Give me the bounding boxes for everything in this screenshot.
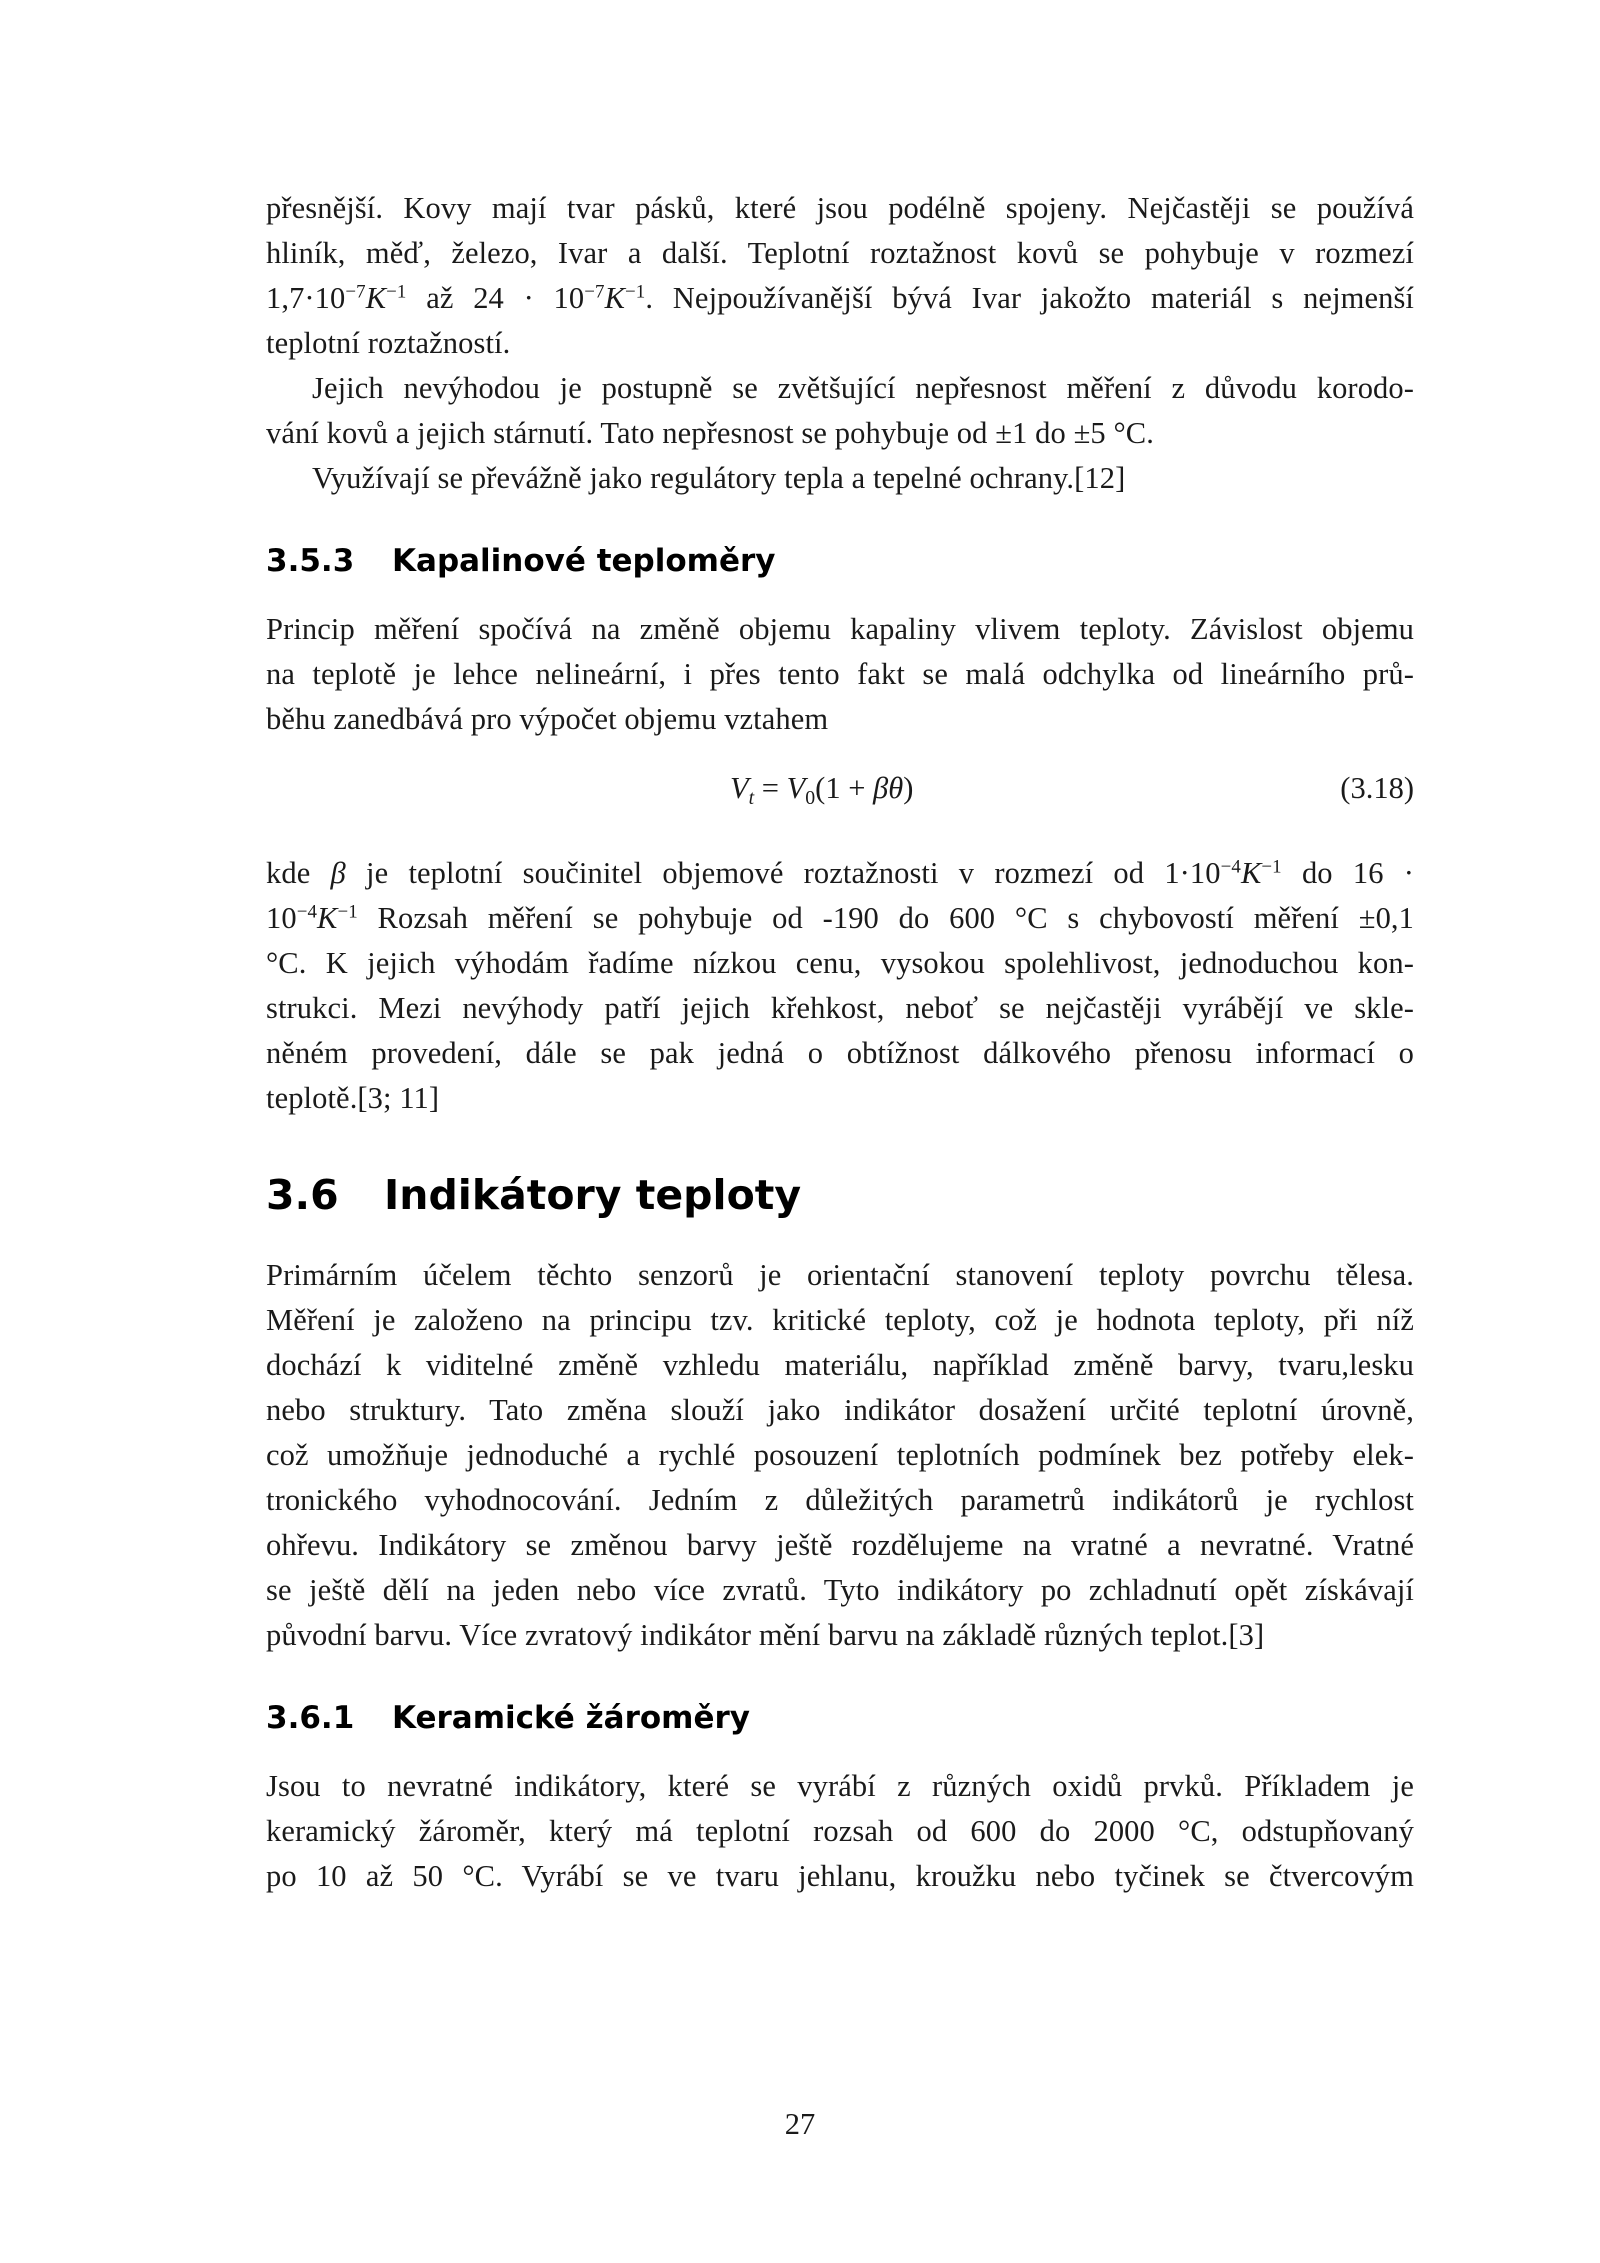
text-line: nebo struktury. Tato změna slouží jako indikátor dosažení určité teplotní úrovně,: [266, 1393, 1414, 1427]
math-variable-k: K: [365, 281, 387, 315]
math-variable-k: K: [604, 281, 626, 315]
text-line: Měření je založeno na principu tzv. kritické teploty, což je hodnota teploty, při níž: [266, 1303, 1414, 1337]
exponent: −4: [1220, 856, 1241, 878]
text-fragment: 1,7·10: [266, 281, 346, 315]
text-line: keramický žároměr, který má teplotní rozsah od 600 do 2000 °C, odstupňovaný: [266, 1814, 1414, 1848]
text-line: vání kovů a jejich stárnutí. Tato nepřesnost se pohybuje od ±1 do ±5 °C.: [266, 416, 1154, 450]
math-symbol-beta: β: [330, 856, 346, 890]
paragraph-liquid-details: [266, 851, 1414, 1121]
math-operator: =: [754, 771, 787, 805]
math-variable: V: [730, 771, 749, 805]
math-variable: V: [786, 771, 806, 805]
document-page: [266, 186, 1414, 1899]
equation-formula: [730, 766, 913, 811]
text-fragment: 10: [266, 901, 297, 935]
text-line: Princip měření spočívá na změně objemu kapaliny vlivem teploty. Závislost objemu: [266, 612, 1414, 646]
text-line: dochází k viditelné změně vzhledu materiálu, například změně barvy, tvaru,lesku: [266, 1348, 1414, 1382]
exponent: −1: [625, 281, 646, 303]
exponent: −1: [337, 901, 358, 923]
text-fragment: . Nejpoužívanější bývá Ivar jakožto materiál s nejmenší: [645, 281, 1414, 315]
text-line: se ještě dělí na jeden nebo více zvratů. Tyto indikátory po zchladnutí opět získávají: [266, 1573, 1414, 1607]
text-line: ohřevu. Indikátory se změnou barvy ještě rozdělujeme na vratné a nevratné. Vratné: [266, 1528, 1414, 1562]
exponent: −7: [345, 281, 366, 303]
section-number: 3.6.1: [266, 1700, 355, 1736]
paragraph-indicators: [266, 1253, 1414, 1658]
math-symbol-theta: θ: [888, 771, 904, 805]
math-text: ): [903, 771, 914, 805]
subsection-heading-3-5-3: [266, 541, 1414, 581]
text-fragment: kde: [266, 856, 331, 890]
text-line: původní barvu. Více zvratový indikátor mění barvu na základě různých teplot.[3]: [266, 1618, 1265, 1652]
text-line: což umožňuje jednoduché a rychlé posouzení teplotních podmínek bez potřeby elek-: [266, 1438, 1414, 1472]
section-number: 3.5.3: [266, 543, 355, 579]
subscript: t: [748, 786, 755, 809]
text-line: Jejich nevýhodou je postupně se zvětšující nepřesnost měření z důvodu korodo-: [312, 371, 1414, 405]
paragraph-ceramic: [266, 1764, 1414, 1899]
text-line: strukci. Mezi nevýhody patří jejich křehkost, neboť se nejčastěji vyrábějí ve skle-: [266, 991, 1414, 1025]
text-fragment: do 16 ·: [1281, 856, 1414, 890]
equation-number: (3.18): [1340, 771, 1414, 805]
text-line: po 10 až 50 °C. Vyrábí se ve tvaru jehlanu, kroužku nebo tyčinek se čtvercovým: [266, 1859, 1414, 1893]
exponent: −7: [584, 281, 605, 303]
math-symbol-beta: β: [873, 771, 889, 805]
section-number: 3.6: [266, 1171, 339, 1219]
text-fragment: je teplotní součinitel objemové roztažnosti v rozmezí od 1·10: [345, 856, 1221, 890]
text-line: teplotě.[3; 11]: [266, 1081, 440, 1115]
text-line: tronického vyhodnocování. Jedním z důležitých parametrů indikátorů je rychlost: [266, 1483, 1414, 1517]
section-heading-3-6: [266, 1169, 1414, 1221]
text-line: [266, 851, 1414, 896]
text-line: [266, 896, 1414, 941]
text-line: přesnější. Kovy mají tvar pásků, které jsou podélně spojeny. Nejčastěji se používá: [266, 191, 1414, 225]
paragraph-usage: [266, 456, 1414, 501]
subscript: 0: [805, 786, 816, 809]
math-variable-k: K: [317, 901, 338, 935]
text-line: °C. K jejich výhodám řadíme nízkou cenu, vysokou spolehlivost, jednoduchou kon-: [266, 946, 1414, 980]
text-line: něném provedení, dále se pak jedná o obtížnost dálkového přenosu informací o: [266, 1036, 1414, 1070]
equation-3-18: [266, 766, 1414, 811]
page-number: 27: [784, 2107, 816, 2141]
section-title: Indikátory teploty: [384, 1171, 802, 1219]
section-title: Keramické žároměry: [392, 1700, 750, 1736]
paragraph-principle: [266, 607, 1414, 742]
text-line: teplotní roztažností.: [266, 326, 511, 360]
paragraph-disadvantages: [266, 366, 1414, 456]
exponent: −1: [1261, 856, 1282, 878]
text-line: [266, 276, 1414, 321]
text-fragment: Rozsah měření se pohybuje od -190 do 600 °C s chybovostí měření ±0,1: [357, 901, 1414, 935]
exponent: −1: [386, 281, 407, 303]
paragraph-continuation: [266, 186, 1414, 366]
text-line: Jsou to nevratné indikátory, které se vyrábí z různých oxidů prvků. Příkladem je: [266, 1769, 1414, 1803]
text-fragment: až 24 · 10: [406, 281, 585, 315]
text-line: běhu zanedbává pro výpočet objemu vztahem: [266, 702, 829, 736]
math-text: (1 +: [815, 771, 874, 805]
exponent: −4: [296, 901, 318, 923]
text-line: na teplotě je lehce nelineární, i přes tento fakt se malá odchylka od lineárního prů-: [266, 657, 1414, 691]
subsection-heading-3-6-1: [266, 1698, 1414, 1738]
section-title: Kapalinové teploměry: [392, 543, 776, 579]
math-variable-k: K: [1240, 856, 1262, 890]
text-line: Využívají se převážně jako regulátory tepla a tepelné ochrany.[12]: [312, 461, 1126, 495]
text-line: hliník, měď, železo, Ivar a další. Teplotní roztažnost kovů se pohybuje v rozmezí: [266, 236, 1414, 270]
text-line: Primárním účelem těchto senzorů je orientační stanovení teploty povrchu tělesa.: [266, 1258, 1414, 1292]
